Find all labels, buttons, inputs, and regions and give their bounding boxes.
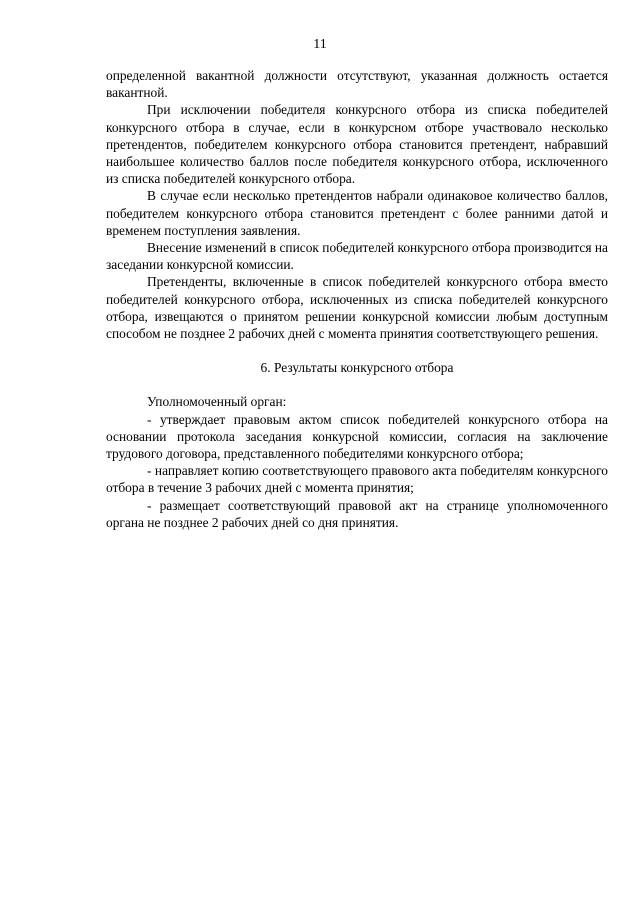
section-intro: Уполномоченный орган:: [147, 394, 287, 410]
paragraph-list-changes: Внесение изменений в список победителей конкурсного отбора производится на заседании конкурсной комиссии.: [106, 240, 608, 273]
section-heading: 6. Результаты конкурсного отбора: [260, 360, 454, 376]
paragraph-winner-exclusion: При исключении победителя конкурсного отбора из списка победителей конкурсного отбора в случае, если в конкурсном отборе участвовало несколько претендентов, победителем конкурсного отбора становится претендент, набравший наибольшее количество баллов после победителя конкурсного отбора, исключенного из списка победителей конкурсного отбора.: [106, 102, 608, 187]
document-body: [106, 67, 608, 531]
paragraph-continuation: определенной вакантной должности отсутствуют, указанная должность остается вакантной.: [106, 68, 608, 101]
list-item-publish: - размещает соответствующий правовой акт на странице уполномоченного органа не позднее 2 рабочих дней со дня принятия.: [106, 497, 608, 530]
page-number: 11: [313, 37, 327, 52]
list-item-approve: - утверждает правовым актом список победителей конкурсного отбора на основании протокола заседания конкурсной комиссии, согласия на заключение трудового договора, представленного победителями конкурсного отбора;: [106, 411, 608, 462]
list-item-send-copy: - направляет копию соответствующего правового акта победителям конкурсного отбора в течение 3 рабочих дней с момента принятия;: [106, 463, 608, 496]
paragraph-notification: Претенденты, включенные в список победителей конкурсного отбора вместо победителей конкурсного отбора, исключенных из списка победителей конкурсного отбора, извещаются о принятом решении конкурсной комиссии любым доступным способом не позднее 2 рабочих дней с момента принятия соответствующего решения.: [106, 274, 608, 342]
paragraph-equal-score: В случае если несколько претендентов набрали одинаковое количество баллов, победителем конкурсного отбора становится претендент с более ранними датой и временем поступления заявления.: [106, 188, 608, 238]
